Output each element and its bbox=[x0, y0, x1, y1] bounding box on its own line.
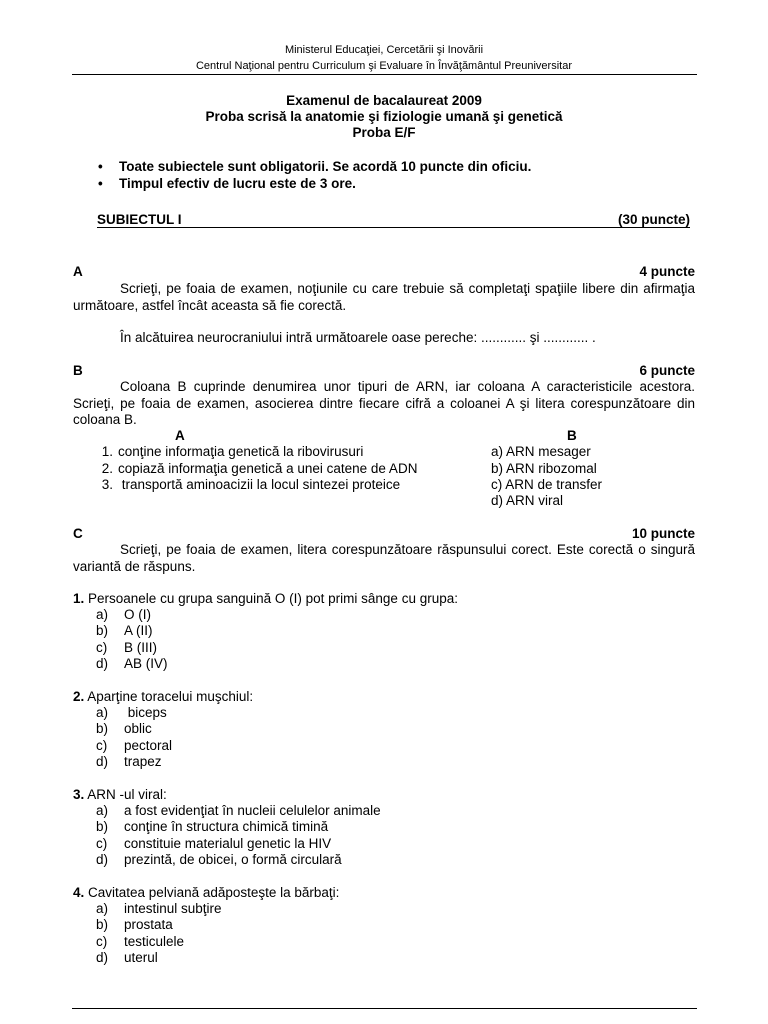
answer-option bbox=[96, 836, 331, 853]
question-text: Cavitatea pelviană adăposteşte la bărbaţi: bbox=[84, 885, 340, 900]
answer-option bbox=[96, 901, 222, 918]
option-text: B (III) bbox=[124, 640, 157, 655]
option-letter: c) bbox=[96, 738, 108, 753]
center-name: Centrul Naţional pentru Curriculum şi Evaluare în Învăţământul Preuniversitar bbox=[195, 60, 572, 72]
option-letter: c) bbox=[96, 934, 108, 949]
question-number: 3. bbox=[73, 787, 85, 802]
option-text: uterul bbox=[124, 950, 158, 965]
section-a-statement: În alcătuirea neurocraniului intră următoarele oase pereche: ............ şi ............ . bbox=[120, 330, 596, 345]
option-text: intestinul subţire bbox=[124, 901, 222, 916]
subject-underline bbox=[97, 227, 690, 228]
column-a-header: A bbox=[175, 428, 185, 443]
question-number: 1. bbox=[73, 591, 85, 606]
answer-option bbox=[96, 950, 158, 967]
subject-points: (30 puncte) bbox=[617, 212, 690, 227]
exam-proba: Proba E/F bbox=[352, 125, 416, 140]
option-letter: b) bbox=[96, 917, 109, 932]
section-a-instruction: Scrieţi, pe foaia de examen, noţiunile cu care trebuie să completaţi spaţiile libere din afirmaţia următoare, astfel încât aceasta să fie corectă. bbox=[73, 281, 695, 313]
option-letter: a) bbox=[96, 607, 109, 622]
header-divider bbox=[72, 74, 697, 75]
option-text: constituie materialul genetic la HIV bbox=[124, 836, 332, 851]
question bbox=[73, 787, 167, 804]
question bbox=[73, 689, 253, 706]
answer-option bbox=[96, 721, 152, 738]
option-text: conţine în structura chimică timină bbox=[124, 819, 329, 834]
answer-option bbox=[96, 754, 162, 771]
option-letter: c) bbox=[96, 640, 108, 655]
question-text: Aparţine toracelui muşchiul: bbox=[84, 689, 254, 704]
answer-option bbox=[96, 623, 153, 640]
option-letter: d) bbox=[96, 852, 109, 867]
question-number: 2. bbox=[73, 689, 85, 704]
item-number: 1. bbox=[101, 444, 113, 459]
item-number: 2. bbox=[101, 461, 113, 476]
subject-label: SUBIECTUL I bbox=[97, 212, 182, 227]
question-number: 4. bbox=[73, 885, 85, 900]
answer-option bbox=[96, 640, 157, 657]
section-c-instruction: Scrieţi, pe foaia de examen, litera corespunzătoare răspunsului corect. Este corectă o singură variantă de răspuns. bbox=[73, 542, 695, 574]
column-a-item bbox=[91, 444, 363, 461]
option-text: biceps bbox=[124, 705, 167, 720]
rule-bullet: • Toate subiectele sunt obligatorii. Se acordă 10 puncte din oficiu. bbox=[119, 159, 531, 176]
option-text: prezintă, de obicei, o formă circulară bbox=[124, 852, 342, 867]
option-letter: d) bbox=[96, 950, 109, 965]
option-text: oblic bbox=[124, 721, 152, 736]
question bbox=[73, 885, 339, 902]
item-number: 3. bbox=[101, 477, 113, 492]
option-text: O (I) bbox=[124, 607, 151, 622]
answer-option bbox=[96, 852, 342, 869]
column-a-item bbox=[91, 461, 417, 478]
section-a-points: 4 puncte bbox=[639, 264, 695, 279]
option-letter: b) bbox=[96, 819, 109, 834]
section-c-letter: C bbox=[73, 526, 83, 541]
column-a-item bbox=[91, 477, 400, 494]
item-text: copiază informaţia genetică a unei catene de ADN bbox=[118, 461, 418, 476]
item-text: transportă aminoacizii la locul sintezei proteice bbox=[118, 477, 401, 492]
item-text: conţine informaţia genetică la ribovirusuri bbox=[118, 444, 364, 459]
answer-option bbox=[96, 934, 184, 951]
answer-option bbox=[96, 656, 168, 673]
column-b-header: B bbox=[567, 428, 577, 443]
option-letter: c) bbox=[96, 836, 108, 851]
option-letter: d) bbox=[96, 656, 109, 671]
option-text: a fost evidenţiat în nucleii celulelor animale bbox=[124, 803, 381, 818]
ministry-name: Ministerul Educaţiei, Cercetării şi Inovării bbox=[284, 44, 484, 56]
question-text: Persoanele cu grupa sanguină O (I) pot primi sânge cu grupa: bbox=[84, 591, 458, 606]
answer-option bbox=[96, 819, 328, 836]
column-b-item: b) ARN ribozomal bbox=[491, 461, 597, 476]
answer-option bbox=[96, 803, 381, 820]
answer-option bbox=[96, 738, 172, 755]
option-letter: a) bbox=[96, 803, 109, 818]
answer-option bbox=[96, 607, 151, 624]
footer-divider bbox=[72, 1008, 697, 1009]
section-c-points: 10 puncte bbox=[631, 526, 695, 541]
answer-option bbox=[96, 705, 167, 722]
option-text: testiculele bbox=[124, 934, 185, 949]
column-b-item: a) ARN mesager bbox=[491, 444, 591, 459]
section-b-letter: B bbox=[73, 363, 83, 378]
option-text: A (II) bbox=[124, 623, 153, 638]
section-b-points: 6 puncte bbox=[639, 363, 695, 378]
option-letter: d) bbox=[96, 754, 109, 769]
option-letter: a) bbox=[96, 901, 109, 916]
answer-option bbox=[96, 917, 173, 934]
rule-bullet: • Timpul efectiv de lucru este de 3 ore. bbox=[119, 176, 356, 193]
section-a-letter: A bbox=[73, 264, 83, 279]
option-letter: b) bbox=[96, 623, 109, 638]
option-letter: a) bbox=[96, 705, 109, 720]
option-text: trapez bbox=[124, 754, 162, 769]
column-b-item: d) ARN viral bbox=[491, 493, 564, 508]
question-text: ARN -ul viral: bbox=[84, 787, 167, 802]
question bbox=[73, 591, 458, 608]
option-letter: b) bbox=[96, 721, 109, 736]
exam-title: Examenul de bacalaureat 2009 bbox=[286, 93, 482, 108]
option-text: prostata bbox=[124, 917, 173, 932]
option-text: AB (IV) bbox=[124, 656, 168, 671]
section-b-instruction: Coloana B cuprinde denumirea unor tipuri de ARN, iar coloana A caracteristicile acestora. Scrieţi, pe foaia de examen, asocierea dintre fiecare cifră a coloanei A şi litera corespunzătoare din coloana B. bbox=[73, 379, 695, 427]
option-text: pectoral bbox=[124, 738, 173, 753]
column-b-item: c) ARN de transfer bbox=[491, 477, 603, 492]
exam-subtitle: Proba scrisă la anatomie şi fiziologie umană şi genetică bbox=[205, 109, 563, 124]
